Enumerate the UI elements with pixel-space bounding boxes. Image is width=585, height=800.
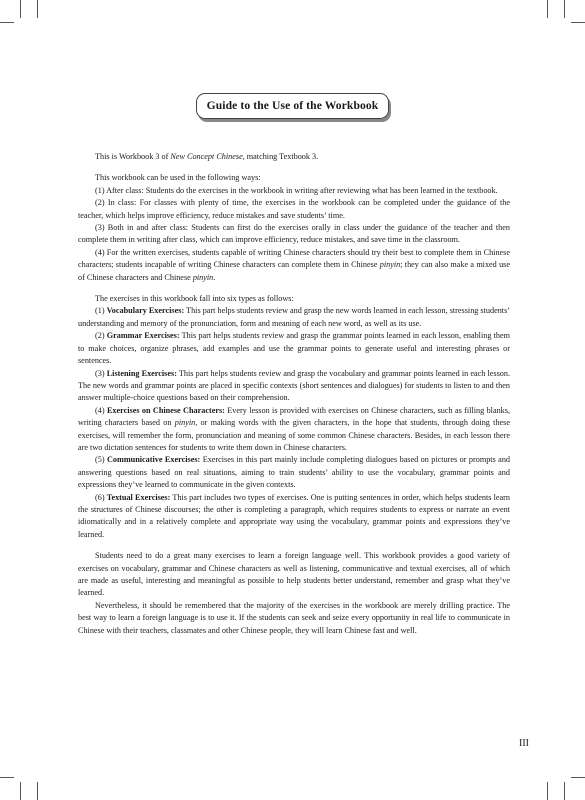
crop-mark: [571, 22, 585, 23]
type-label: Listening Exercises:: [106, 368, 177, 378]
type-label: Communicative Exercises:: [107, 455, 201, 465]
crop-mark: [20, 0, 21, 18]
type-6: [78, 492, 510, 542]
ways-lead: This workbook can be used in the following ways:: [95, 173, 261, 183]
crop-mark: [20, 782, 21, 800]
crop-mark: [37, 0, 38, 18]
crop-mark: [0, 22, 14, 23]
way-4-text-c: .: [213, 272, 216, 282]
type-5: [78, 454, 510, 491]
guide-body: [78, 151, 510, 637]
way-2: (2) In class: For classes with plenty of time, the exercises in the workbook can be completed under the guidance of the teacher, which helps improve efficiency, reduce mistakes and save students’ time.: [78, 198, 510, 220]
intro-paragraph: [78, 151, 510, 163]
crop-mark: [564, 782, 565, 800]
type-number: (6): [95, 492, 107, 502]
type-number: (1): [95, 306, 107, 316]
intro-post: , matching Textbook 3.: [242, 152, 319, 161]
type-label: Exercises on Chinese Characters:: [106, 405, 225, 415]
type-text: Exercises in this part mainly include completing dialogues based on pictures or prompts and answering questions based on real situations, aiming to train students’ ability to use the vocabulary, grammar points and expressions they’ve learned to communicate in the given contexts.: [78, 455, 511, 490]
types-lead: The exercises in this workbook fall into six types as follows:: [95, 294, 294, 304]
way-4-text-b: ; they can also make a mixed use of Chinese characters and Chinese: [78, 260, 510, 282]
crop-mark: [547, 782, 548, 800]
type-number: (3): [95, 368, 107, 378]
type-number: (5): [95, 455, 107, 465]
type-2: [78, 330, 510, 367]
crop-mark: [564, 0, 565, 18]
type-text: This part helps students review and grasp the grammar points learned in each lesson, enabling them to make choices, organize phrases, add examples and use the grammar points to generate useful and interesting phrases or sentences.: [78, 331, 510, 366]
pinyin-term: pinyin: [192, 272, 214, 282]
crop-mark: [571, 777, 585, 778]
type-3: [78, 368, 510, 405]
crop-mark: [0, 777, 14, 778]
page-number: III: [519, 738, 529, 749]
type-4: [78, 405, 510, 455]
type-number: (2): [95, 331, 107, 341]
crop-mark: [547, 0, 548, 18]
type-1: [78, 305, 510, 330]
way-1: (1) After class: Students do the exercises in the workbook in writing after reviewing what has been learned in the textbook.: [95, 185, 498, 195]
way-4: [78, 247, 510, 284]
title-area: [0, 93, 585, 119]
type-text: This part includes two types of exercises. One is putting sentences in order, which helps students learn the structures of Chinese discourses; the other is completing a paragraph, which requires students to express or narrate an event idiomatically and in a relatively complete and appropriate way using the vocabulary, grammar points and expressions they’ve learned.: [78, 492, 510, 539]
book-title: New Concept Chinese: [170, 152, 243, 161]
closing-paragraph-2: Nevertheless, it should be remembered that the majority of the exercises in the workbook are merely drilling practice. The best way to learn a foreign language is to use it. If the students can seek and seize every opportunity in real life to communicate in Chinese with their teachers, classmates and other Chinese people, they will learn Chinese fast and well.: [78, 600, 510, 635]
type-text: Every lesson is provided with exercises on Chinese characters, such as filling blanks, writing characters based on: [78, 405, 510, 428]
way-3: (3) Both in and after class: Students can first do the exercises orally in class under the guidance of the teacher and then complete them in writing after class, which can improve efficiency, reduce mistakes, and save time in the classroom.: [78, 223, 510, 245]
pinyin-term: pinyin: [379, 260, 401, 270]
type-text: This part helps students review and grasp the vocabulary and grammar points learned in each lesson. The new words and grammar points are placed in specific contexts (short sentences and dialogues) for students to listen to and then answer multiple-choice questions based on their comprehension.: [78, 368, 511, 403]
crop-mark: [37, 782, 38, 800]
intro-pre: This is Workbook 3 of: [95, 152, 171, 161]
type-label: Grammar Exercises:: [106, 331, 180, 341]
type-text: This part helps students review and grasp the new words learned in each lesson, stressing students’ understanding and memory of the pronunciation, form and meaning of each new word, as well as its use.: [78, 306, 510, 328]
way-4-text-a: (4) For the written exercises, students capable of writing Chinese characters should try their best to complete them in Chinese characters; students incapable of writing Chinese characters can complete them in Chinese: [78, 247, 510, 270]
page-title: Guide to the Use of the Workbook: [196, 93, 390, 119]
closing-paragraph-1: Students need to do a great many exercises to learn a foreign language well. This workbook provides a good variety of exercises on vocabulary, grammar and Chinese characters as well as listening, communicative and textual exercises, all of which are made as useful, interesting and meaningful as possible to help students better understand, remember and grasp what they’ve learned.: [78, 551, 510, 598]
pinyin-term: pinyin: [174, 418, 196, 428]
type-text: , or making words with the given characters, in the hope that students, through doing these exercises, will remember the form, pronunciation and meaning of some common Chinese characters. Besides, in each lesson there are two dictation sentences for students to write them down in Chinese characters.: [78, 418, 510, 452]
type-number: (4): [95, 405, 107, 415]
type-label: Textual Exercises:: [106, 492, 171, 502]
type-label: Vocabulary Exercises:: [106, 306, 185, 316]
